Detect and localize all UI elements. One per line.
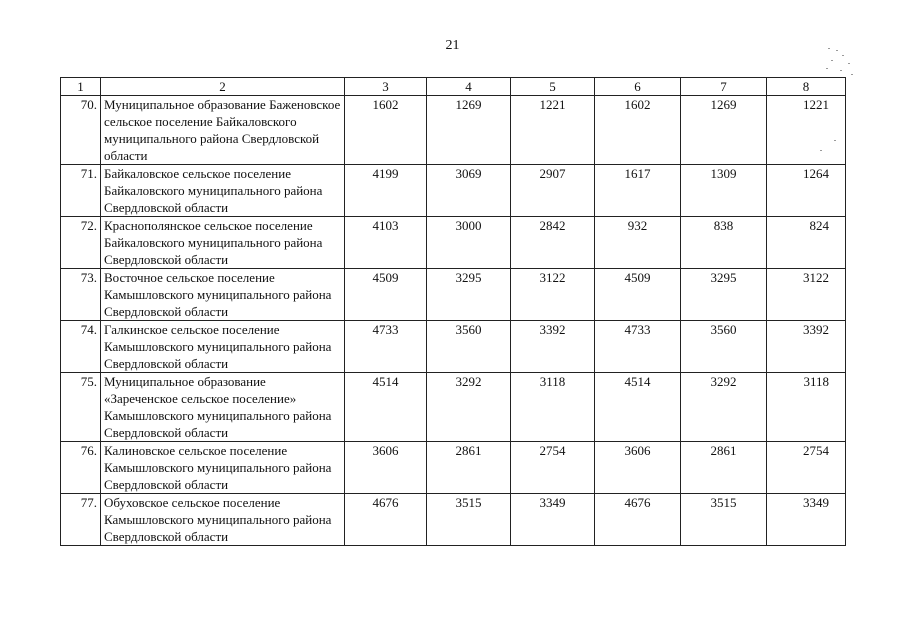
value-cell: 4199 bbox=[345, 165, 427, 217]
value-cell: 3295 bbox=[427, 269, 511, 321]
row-number: 72. bbox=[61, 217, 101, 269]
value-cell: 3349 bbox=[511, 494, 595, 546]
value-cell: 1269 bbox=[681, 96, 767, 165]
value-cell: 4733 bbox=[595, 321, 681, 373]
value-cell: 3118 bbox=[511, 373, 595, 442]
value-cell: 3515 bbox=[681, 494, 767, 546]
value-cell: 2842 bbox=[511, 217, 595, 269]
row-number: 77. bbox=[61, 494, 101, 546]
value-cell: 1221 bbox=[767, 96, 846, 165]
column-header: 1 bbox=[61, 78, 101, 96]
page-number: 21 bbox=[445, 38, 460, 53]
value-cell: 3295 bbox=[681, 269, 767, 321]
table-row bbox=[61, 269, 846, 321]
municipality-name: Муниципальное образование Баженовское сельское поселение Байкаловского муниципального района Свердловской области bbox=[101, 96, 345, 165]
municipality-name: Галкинское сельское поселение Камышловского муниципального района Свердловской области bbox=[101, 321, 345, 373]
value-cell: 4103 bbox=[345, 217, 427, 269]
column-header: 3 bbox=[345, 78, 427, 96]
value-cell: 4509 bbox=[595, 269, 681, 321]
value-cell: 1602 bbox=[595, 96, 681, 165]
value-cell: 1617 bbox=[595, 165, 681, 217]
table-row bbox=[61, 96, 846, 165]
value-cell: 4733 bbox=[345, 321, 427, 373]
value-cell: 4676 bbox=[345, 494, 427, 546]
value-cell: 1221 bbox=[511, 96, 595, 165]
column-header: 5 bbox=[511, 78, 595, 96]
table-row bbox=[61, 373, 846, 442]
value-cell: 932 bbox=[595, 217, 681, 269]
value-cell: 3122 bbox=[767, 269, 846, 321]
column-header: 6 bbox=[595, 78, 681, 96]
value-cell: 3392 bbox=[511, 321, 595, 373]
value-cell: 838 bbox=[681, 217, 767, 269]
value-cell: 3000 bbox=[427, 217, 511, 269]
value-cell: 3349 bbox=[767, 494, 846, 546]
value-cell: 2754 bbox=[767, 442, 846, 494]
value-cell: 4514 bbox=[345, 373, 427, 442]
row-number: 76. bbox=[61, 442, 101, 494]
row-number: 73. bbox=[61, 269, 101, 321]
row-number: 71. bbox=[61, 165, 101, 217]
value-cell: 1269 bbox=[427, 96, 511, 165]
header-row bbox=[61, 78, 846, 96]
table-row bbox=[61, 217, 846, 269]
value-cell: 2907 bbox=[511, 165, 595, 217]
value-cell: 1602 bbox=[345, 96, 427, 165]
data-table bbox=[60, 77, 846, 546]
municipality-name: Краснополянское сельское поселение Байкаловского муниципального района Свердловской области bbox=[101, 217, 345, 269]
municipality-name: Калиновское сельское поселение Камышловского муниципального района Свердловской области bbox=[101, 442, 345, 494]
column-header: 2 bbox=[101, 78, 345, 96]
value-cell: 2861 bbox=[681, 442, 767, 494]
column-header: 8 bbox=[767, 78, 846, 96]
value-cell: 3292 bbox=[427, 373, 511, 442]
value-cell: 1309 bbox=[681, 165, 767, 217]
row-number: 74. bbox=[61, 321, 101, 373]
value-cell: 3392 bbox=[767, 321, 846, 373]
row-number: 75. bbox=[61, 373, 101, 442]
value-cell: 4514 bbox=[595, 373, 681, 442]
municipality-name: Обуховское сельское поселение Камышловского муниципального района Свердловской области bbox=[101, 494, 345, 546]
value-cell: 3560 bbox=[681, 321, 767, 373]
value-cell: 824 bbox=[767, 217, 846, 269]
value-cell: 3118 bbox=[767, 373, 846, 442]
value-cell: 3122 bbox=[511, 269, 595, 321]
table-row bbox=[61, 165, 846, 217]
municipality-name: Муниципальное образование «Зареченское сельское поселение» Камышловского муниципального района Свердловской области bbox=[101, 373, 345, 442]
value-cell: 3069 bbox=[427, 165, 511, 217]
column-header: 7 bbox=[681, 78, 767, 96]
value-cell: 3606 bbox=[345, 442, 427, 494]
table-row bbox=[61, 442, 846, 494]
value-cell: 2861 bbox=[427, 442, 511, 494]
table-row bbox=[61, 321, 846, 373]
value-cell: 4676 bbox=[595, 494, 681, 546]
value-cell: 3515 bbox=[427, 494, 511, 546]
municipality-name: Восточное сельское поселение Камышловского муниципального района Свердловской области bbox=[101, 269, 345, 321]
column-header: 4 bbox=[427, 78, 511, 96]
value-cell: 3292 bbox=[681, 373, 767, 442]
municipality-name: Байкаловское сельское поселение Байкаловского муниципального района Свердловской области bbox=[101, 165, 345, 217]
value-cell: 3606 bbox=[595, 442, 681, 494]
value-cell: 1264 bbox=[767, 165, 846, 217]
table-row bbox=[61, 494, 846, 546]
row-number: 70. bbox=[61, 96, 101, 165]
value-cell: 4509 bbox=[345, 269, 427, 321]
value-cell: 2754 bbox=[511, 442, 595, 494]
value-cell: 3560 bbox=[427, 321, 511, 373]
